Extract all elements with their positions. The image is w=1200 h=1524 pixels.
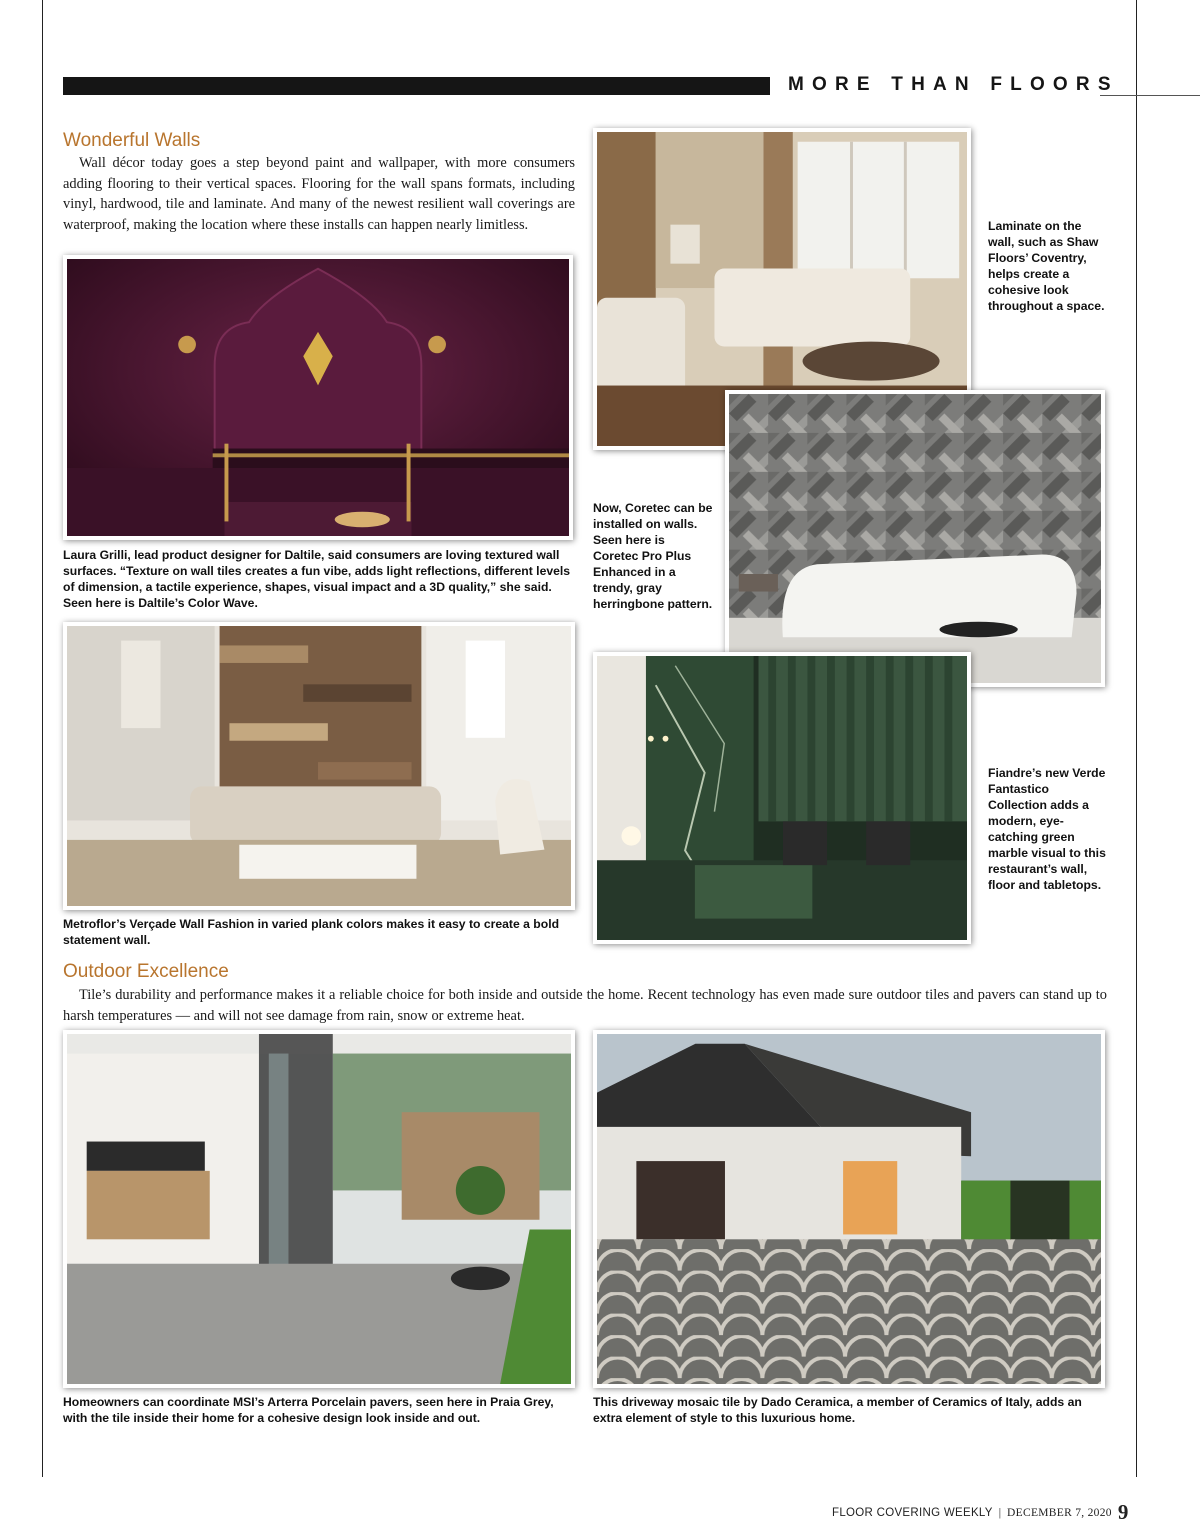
walls-body: Wall décor today goes a step beyond paint and wallpaper, with more consumers adding flooring to their vertical spaces. Flooring for the wall spans formats, including vinyl, hardwood, tile and laminate. And many of the newest resilient wall coverings are waterproof, making the location where these installs can happen nearly limitless. bbox=[63, 155, 575, 233]
msi-arterra-photo bbox=[63, 1030, 575, 1388]
metroflor-caption: Metroflor’s Verçade Wall Fashion in varied plank colors makes it easy to create a bold statement wall. bbox=[63, 917, 560, 947]
publication-name: FLOOR COVERING WEEKLY bbox=[832, 1507, 993, 1519]
coretec-herringbone-photo bbox=[725, 390, 1105, 687]
dado-caption: This driveway mosaic tile by Dado Ceramica, a member of Ceramics of Italy, adds an extra element of style to this luxurious home. bbox=[593, 1395, 1082, 1425]
daltile-color-wave-photo bbox=[63, 255, 573, 540]
left-margin-rule bbox=[42, 0, 43, 1477]
right-margin-rule bbox=[1136, 0, 1137, 1477]
outdoor-heading: Outdoor Excellence bbox=[63, 961, 229, 982]
fiandre-caption: Fiandre’s new Verde Fantastico Collection adds a modern, eye-catching green marble visual to this restaurant’s wall, floor and tabletops. bbox=[988, 766, 1106, 892]
shaw-caption: Laminate on the wall, such as Shaw Floors’ Coventry, helps create a cohesive look throughout a space. bbox=[988, 219, 1105, 313]
dado-mosaic-photo bbox=[593, 1030, 1105, 1388]
daltile-caption: Laura Grilli, lead product designer for Daltile, said consumers are loving textured wall surfaces. “Texture on wall tiles creates a fun vibe, adds light reflections, different levels of dimension, a tactile experience, shapes, visual impact and a 3D quality,” she said. Seen here is Daltile’s Color Wave. bbox=[63, 548, 571, 610]
coretec-caption: Now, Coretec can be installed on walls. Seen here is Coretec Pro Plus Enhanced in a trendy, gray herringbone pattern. bbox=[593, 501, 713, 611]
metroflor-vercade-photo bbox=[63, 622, 575, 910]
msi-caption: Homeowners can coordinate MSI’s Arterra Porcelain pavers, seen here in Praia Grey, with the tile inside their home for a cohesive design look inside and out. bbox=[63, 1395, 554, 1425]
page-number: 9 bbox=[1117, 1500, 1129, 1524]
section-title: MORE THAN FLOORS bbox=[788, 74, 1119, 95]
outdoor-body: Tile’s durability and performance makes it a reliable choice for both inside and outside the home. Recent technology has even made sure outdoor tiles and pavers can stand up to harsh temperatures — and will not see damage from rain, snow or extreme heat. bbox=[63, 987, 1107, 1024]
header-bar bbox=[63, 77, 770, 95]
header-rule bbox=[1100, 95, 1200, 96]
footer-separator: | bbox=[998, 1507, 1002, 1519]
page-footer bbox=[832, 1497, 1128, 1522]
walls-heading: Wonderful Walls bbox=[63, 130, 201, 151]
fiandre-verde-photo bbox=[593, 652, 971, 944]
issue-date: DECEMBER 7, 2020 bbox=[1007, 1507, 1112, 1519]
